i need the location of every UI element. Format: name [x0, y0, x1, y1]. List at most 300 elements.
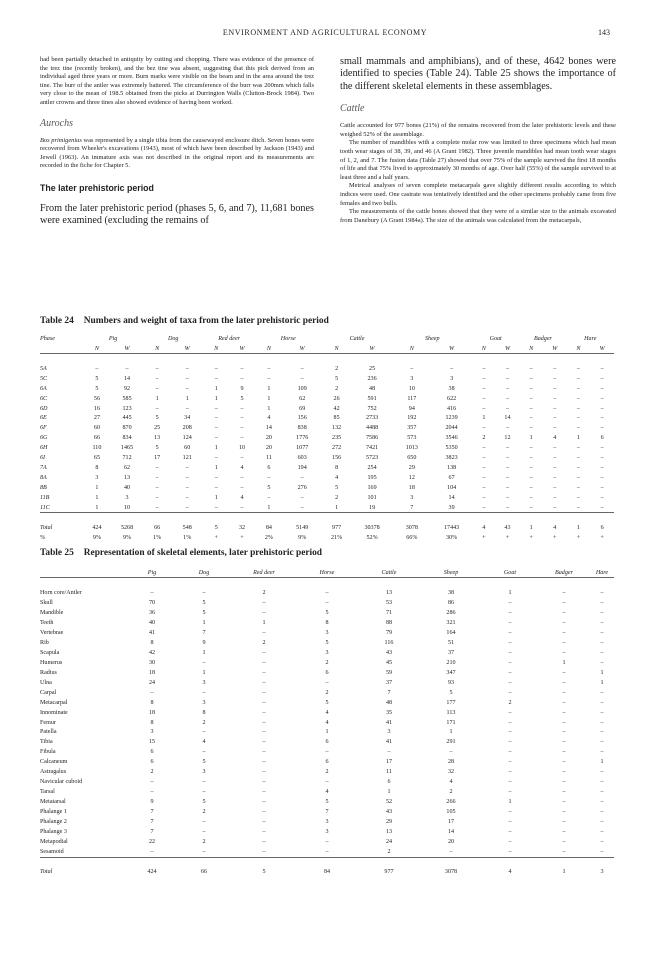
- table-row: [40, 827, 614, 837]
- table-cell: –: [508, 819, 512, 826]
- table-cell: –: [505, 485, 509, 492]
- table-cell: 977: [332, 524, 342, 531]
- table-cell: –: [600, 629, 604, 636]
- table-cell: –: [508, 729, 512, 736]
- table-cell: –: [600, 779, 604, 786]
- table-cell: –: [529, 445, 533, 452]
- later-paragraph: From the later prehistoric period (phases 5, 6, and 7), 11,681 bones were examined (excluding the remains of: [40, 202, 314, 227]
- table-cell: 39: [448, 504, 455, 511]
- column-header: Hare: [595, 569, 609, 576]
- col-header-pig: Pig: [108, 335, 118, 342]
- table-cell: 291: [446, 739, 456, 746]
- table-cell: 60: [93, 425, 100, 432]
- table-cell: –: [600, 475, 604, 482]
- table-cell: 1%: [183, 534, 192, 541]
- table-cell: –: [576, 465, 580, 472]
- table-cell: 34: [184, 415, 191, 422]
- table-cell: –: [262, 848, 266, 855]
- table-cell: –: [562, 819, 566, 826]
- table-cell: 5723: [365, 455, 379, 462]
- table-row: [40, 787, 614, 797]
- table-cell: –: [508, 719, 512, 726]
- table-row: [40, 817, 614, 827]
- table-row: [40, 847, 614, 857]
- table-cell: –: [508, 848, 512, 855]
- table-row: [40, 533, 614, 543]
- table-cell: 2: [150, 769, 154, 776]
- table-cell: 977: [384, 869, 394, 876]
- table-cell: 1: [600, 679, 604, 686]
- table-cell: –: [202, 729, 206, 736]
- table-cell: 17: [154, 455, 161, 462]
- cattle-paragraph-2: The number of mandibles with a complete molar row was limited to three specimens which had mean tooth wear stages of 38, 39, and 46 (A Grant 1982). Three juvenile mandibles had mean tooth wear stages of 1, 2, and 7. The fusion data (Table 27) showed that over 75% of the sample survived the first 18 months of life and that 75% lived to approximately 30 months of age. Over half (55%) of the sample survived to at least three and a half years.: [340, 139, 616, 181]
- table-cell: –: [508, 599, 512, 606]
- table-cell: –: [562, 719, 566, 726]
- table-cell: 40: [148, 619, 156, 626]
- table-cell: 43: [385, 649, 393, 656]
- table-row: [40, 503, 614, 513]
- table-cell: 3: [450, 375, 454, 382]
- table-cell: 5: [202, 599, 206, 606]
- table-cell: –: [214, 455, 218, 462]
- table-cell: –: [505, 494, 509, 501]
- table-24-caption: [40, 316, 329, 326]
- table-cell: –: [562, 759, 566, 766]
- row-label: Metacarpal: [40, 699, 68, 706]
- table-cell: –: [150, 848, 154, 855]
- table-cell: 1: [267, 405, 271, 412]
- table-cell: 9: [150, 799, 154, 806]
- table-cell: 210: [446, 659, 456, 666]
- table-cell: 16: [93, 405, 100, 412]
- table-row: [40, 374, 614, 384]
- column-header: Pig: [147, 569, 157, 576]
- table-cell: 20: [265, 435, 272, 442]
- table-cell: –: [240, 455, 244, 462]
- table-cell: 1: [267, 504, 271, 511]
- table-cell: –: [185, 475, 189, 482]
- table-cell: 105: [446, 809, 456, 816]
- table-cell: –: [529, 375, 533, 382]
- table-cell: 12: [408, 475, 415, 482]
- table-cell: 3: [600, 869, 604, 876]
- table-cell: 37: [447, 649, 455, 656]
- subheader-w: W: [552, 345, 558, 352]
- table-cell: –: [562, 689, 566, 696]
- table-cell: –: [576, 445, 580, 452]
- table-cell: –: [562, 649, 566, 656]
- table-cell: –: [508, 809, 512, 816]
- table-cell: 65: [93, 455, 100, 462]
- table-row: [40, 747, 614, 757]
- table-cell: –: [262, 769, 266, 776]
- table-cell: 5: [335, 375, 339, 382]
- table-cell: –: [576, 504, 580, 511]
- table-cell: –: [185, 385, 189, 392]
- table-cell: –: [553, 475, 557, 482]
- table-cell: 66: [154, 524, 161, 531]
- table-cell: –: [185, 405, 189, 412]
- table-cell: 870: [122, 425, 132, 432]
- table-cell: 1: [202, 669, 206, 676]
- table-row: [40, 414, 614, 424]
- subheader-n: N: [214, 345, 219, 352]
- row-label: Scapula: [40, 649, 60, 656]
- table-cell: 5: [325, 799, 329, 806]
- table-cell: –: [562, 619, 566, 626]
- table-cell: –: [482, 455, 486, 462]
- table-25-number: Table 25: [40, 548, 74, 558]
- table-row: [40, 737, 614, 747]
- table-cell: –: [240, 425, 244, 432]
- table-cell: 18: [148, 669, 156, 676]
- table-cell: 3078: [444, 869, 458, 876]
- row-label: 6I: [40, 455, 46, 462]
- table-cell: 1: [508, 799, 512, 806]
- table-cell: –: [600, 465, 604, 472]
- table-cell: 7: [150, 829, 154, 836]
- table-cell: –: [529, 415, 533, 422]
- table-cell: 585: [122, 395, 132, 402]
- table-cell: 4: [202, 739, 206, 746]
- table-cell: 7: [387, 689, 391, 696]
- table-cell: 2: [325, 659, 329, 666]
- table-cell: 3: [202, 699, 206, 706]
- table-cell: 5149: [296, 524, 309, 531]
- table-cell: 101: [367, 494, 377, 501]
- table-cell: 11: [386, 769, 392, 776]
- table-cell: –: [202, 749, 206, 756]
- table-cell: –: [410, 365, 414, 372]
- table-cell: 121: [182, 455, 192, 462]
- table-row: [40, 638, 614, 648]
- table-cell: –: [505, 385, 509, 392]
- table-cell: 6: [325, 739, 329, 746]
- table-cell: –: [562, 629, 566, 636]
- table-cell: –: [449, 848, 453, 855]
- table-cell: 123: [122, 405, 132, 412]
- table-cell: 13: [123, 475, 131, 482]
- table-row: [40, 473, 614, 483]
- col-header-badger: Badger: [533, 335, 552, 342]
- table-cell: –: [553, 375, 557, 382]
- table-cell: –: [482, 465, 486, 472]
- table-cell: 1: [449, 729, 453, 736]
- table-cell: –: [553, 445, 557, 452]
- row-label: Horn core/Antler: [40, 589, 82, 596]
- table-cell: 208: [182, 425, 192, 432]
- table-cell: –: [267, 375, 271, 382]
- table-cell: –: [600, 639, 604, 646]
- table-cell: 2733: [365, 415, 379, 422]
- table-cell: 92: [123, 385, 131, 392]
- table-cell: –: [505, 375, 509, 382]
- table-cell: –: [202, 779, 206, 786]
- table-cell: –: [505, 395, 509, 402]
- table-cell: 10: [123, 504, 131, 511]
- row-label: Ulna: [40, 679, 52, 686]
- table-cell: 14: [448, 494, 455, 501]
- table-cell: 66%: [406, 534, 418, 541]
- table-cell: 6: [325, 759, 329, 766]
- table-cell: 14: [265, 425, 272, 432]
- table-cell: 1: [95, 494, 99, 501]
- table-25-header: [40, 568, 614, 578]
- table-cell: –: [600, 839, 604, 846]
- table-cell: –: [508, 669, 512, 676]
- table-cell: –: [600, 485, 604, 492]
- table-cell: –: [262, 669, 266, 676]
- table-cell: –: [125, 365, 129, 372]
- table-cell: 8: [325, 619, 329, 626]
- table-cell: 38: [447, 589, 455, 596]
- col-header-cattle: Cattle: [349, 335, 365, 342]
- table-row: [40, 867, 614, 877]
- table-cell: –: [202, 789, 206, 796]
- table-cell: 29: [408, 465, 415, 472]
- table-cell: –: [529, 455, 533, 462]
- table-cell: 2: [202, 809, 206, 816]
- table-cell: 2: [449, 789, 453, 796]
- table-cell: –: [600, 719, 604, 726]
- table-cell: –: [553, 365, 557, 372]
- table-cell: –: [600, 365, 604, 372]
- table-cell: –: [529, 504, 533, 511]
- table-cell: –: [505, 405, 509, 412]
- row-label: 11B: [40, 494, 50, 501]
- table-cell: –: [529, 485, 533, 492]
- table-cell: –: [562, 789, 566, 796]
- table-cell: –: [300, 504, 304, 511]
- col-header-phase: Phase: [40, 335, 55, 342]
- table-cell: –: [202, 689, 206, 696]
- table-cell: 67: [448, 475, 455, 482]
- table-cell: 5: [155, 415, 159, 422]
- table-cell: –: [553, 405, 557, 412]
- table-cell: 84: [265, 524, 272, 531]
- table-cell: 4: [325, 789, 329, 796]
- table-cell: 8: [95, 465, 99, 472]
- table-cell: –: [482, 475, 486, 482]
- table-cell: –: [600, 504, 604, 511]
- table-cell: –: [508, 629, 512, 636]
- row-label: Total: [40, 524, 53, 531]
- table-cell: –: [155, 365, 159, 372]
- table-cell: –: [482, 445, 486, 452]
- table-cell: 1: [267, 395, 271, 402]
- table-cell: 93: [447, 679, 455, 686]
- table-cell: –: [185, 485, 189, 492]
- table-cell: 7: [202, 629, 206, 636]
- table-cell: –: [505, 465, 509, 472]
- table-cell: 29: [385, 819, 393, 826]
- table-cell: 2: [482, 435, 486, 442]
- table-cell: –: [214, 475, 218, 482]
- table-cell: –: [482, 405, 486, 412]
- table-cell: 56: [93, 395, 100, 402]
- table-row: [40, 493, 614, 503]
- table-cell: 5: [325, 699, 329, 706]
- table-cell: 43: [504, 524, 511, 531]
- table-cell: 5: [262, 869, 266, 876]
- column-header: Badger: [555, 569, 573, 576]
- table-cell: 424: [147, 869, 157, 876]
- table-cell: 42: [333, 405, 340, 412]
- table-cell: 416: [447, 405, 457, 412]
- column-header: Dog: [198, 569, 210, 576]
- table-row: [40, 668, 614, 678]
- table-cell: –: [262, 689, 266, 696]
- table-cell: –: [185, 365, 189, 372]
- table-cell: –: [150, 589, 154, 596]
- col-header-hare: Hare: [584, 335, 597, 342]
- table-cell: 3: [325, 649, 329, 656]
- table-cell: –: [155, 485, 159, 492]
- table-cell: –: [576, 415, 580, 422]
- table-cell: 6: [150, 749, 154, 756]
- table-cell: –: [508, 689, 512, 696]
- table-cell: 2044: [445, 425, 458, 432]
- table-cell: 347: [446, 669, 456, 676]
- row-label: %: [40, 534, 46, 541]
- table-cell: 4: [482, 524, 486, 531]
- table-cell: –: [508, 739, 512, 746]
- table-cell: –: [553, 425, 557, 432]
- table-cell: 266: [446, 799, 456, 806]
- table-cell: 7586: [365, 435, 379, 442]
- subheader-w: W: [369, 345, 375, 352]
- table-cell: –: [529, 425, 533, 432]
- table-cell: –: [262, 649, 266, 656]
- table-cell: –: [562, 729, 566, 736]
- table-cell: 1077: [296, 445, 309, 452]
- table-cell: 79: [385, 629, 393, 636]
- table-cell: –: [600, 619, 604, 626]
- table-cell: –: [508, 709, 512, 716]
- row-label: Navicular cuboid: [40, 779, 83, 786]
- table-cell: 26: [333, 395, 340, 402]
- table-cell: 177: [446, 699, 456, 706]
- table-cell: –: [508, 659, 512, 666]
- table-cell: 42: [148, 649, 156, 656]
- table-cell: 192: [407, 415, 417, 422]
- table-cell: 156: [332, 455, 342, 462]
- table-cell: 20: [265, 445, 272, 452]
- table-cell: –: [240, 435, 244, 442]
- table-cell: –: [150, 789, 154, 796]
- table-row: [40, 453, 614, 463]
- table-cell: 1: [529, 524, 533, 531]
- table-cell: 7: [410, 504, 414, 511]
- table-cell: –: [240, 405, 244, 412]
- table-cell: 9%: [92, 534, 102, 541]
- table-cell: –: [508, 639, 512, 646]
- table-cell: 14: [504, 415, 511, 422]
- subheader-w: W: [239, 345, 245, 352]
- subheader-n: N: [334, 345, 339, 352]
- table-cell: 591: [367, 395, 377, 402]
- table-cell: 124: [182, 435, 192, 442]
- table-cell: –: [262, 679, 266, 686]
- table-cell: 18: [148, 709, 156, 716]
- table-cell: –: [562, 589, 566, 596]
- table-cell: 1: [387, 789, 391, 796]
- table-cell: 69: [299, 405, 306, 412]
- table-row: [40, 588, 614, 598]
- table-cell: 1: [214, 445, 218, 452]
- table-cell: –: [262, 839, 266, 846]
- table-cell: 1: [185, 395, 189, 402]
- table-cell: 5: [214, 524, 218, 531]
- table-cell: 4: [267, 415, 271, 422]
- col-header-goat: Goat: [489, 335, 502, 342]
- table-cell: 3: [325, 629, 329, 636]
- table-row: [40, 807, 614, 817]
- table-cell: –: [505, 475, 509, 482]
- row-label: Teeth: [40, 619, 54, 626]
- table-cell: –: [529, 494, 533, 501]
- table-cell: –: [300, 365, 304, 372]
- table-row: [40, 797, 614, 807]
- table-cell: 424: [92, 524, 102, 531]
- table-row: [40, 688, 614, 698]
- table-cell: –: [262, 729, 266, 736]
- table-cell: –: [214, 504, 218, 511]
- table-row: [40, 433, 614, 443]
- table-cell: 194: [297, 465, 307, 472]
- table-cell: –: [267, 365, 271, 372]
- table-cell: –: [505, 425, 509, 432]
- table-cell: –: [185, 375, 189, 382]
- table-cell: 156: [297, 415, 307, 422]
- table-cell: –: [600, 415, 604, 422]
- table-cell: –: [214, 375, 218, 382]
- table-cell: 3: [410, 375, 414, 382]
- table-cell: 2: [508, 699, 512, 706]
- table-cell: –: [600, 659, 604, 666]
- table-cell: 117: [407, 395, 417, 402]
- table-row: [40, 767, 614, 777]
- table-row: [40, 423, 614, 433]
- table-cell: 4: [325, 719, 329, 726]
- table-cell: –: [600, 405, 604, 412]
- subheader-blank: [40, 344, 83, 354]
- table-cell: –: [300, 375, 304, 382]
- table-cell: 5: [202, 799, 206, 806]
- table-cell: –: [562, 749, 566, 756]
- table-cell: 4: [553, 524, 557, 531]
- table-cell: –: [262, 699, 266, 706]
- table-cell: 40: [123, 485, 131, 492]
- table-cell: 3: [410, 494, 414, 501]
- table-cell: +: [214, 534, 218, 541]
- table-cell: –: [155, 465, 159, 472]
- right-column: [340, 56, 616, 225]
- table-cell: 1: [562, 869, 566, 876]
- table-cell: –: [600, 729, 604, 736]
- table-cell: 30%: [446, 534, 458, 541]
- cattle-paragraph-3: Metrical analyses of seven complete metacarpals gave slightly different results according to which indices were used. One castrate was tentatively identified and the other specimens probably came from five females and two bulls.: [340, 182, 616, 207]
- table-cell: –: [505, 445, 509, 452]
- table-cell: 70: [148, 599, 156, 606]
- table-cell: 5: [95, 375, 99, 382]
- table-cell: 30: [148, 659, 156, 666]
- table-cell: –: [553, 465, 557, 472]
- table-cell: –: [214, 365, 218, 372]
- table-cell: –: [262, 599, 266, 606]
- table-cell: 1: [202, 619, 206, 626]
- row-label: 6C: [40, 395, 48, 402]
